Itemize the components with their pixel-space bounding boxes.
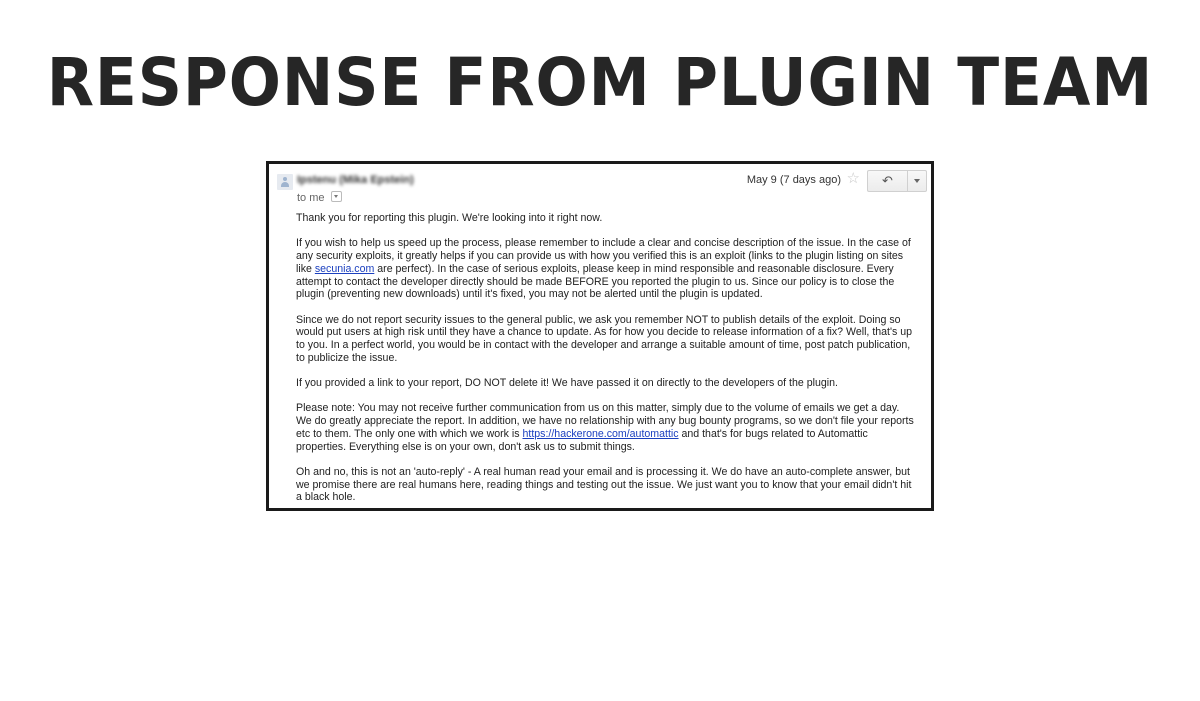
paragraph-text: Please note: You may not receive further communication from us on this matter, simply due to the volume of emails we get a day. We do greatly appreciate the report. In addition, we have no relationship with any bug bounty programs, so we don't file your reports etc to them. The only one with which we work is bbox=[296, 402, 914, 440]
sender-name[interactable]: Ipstenu (Mika Epstein) bbox=[297, 174, 414, 186]
recipient-label: to me bbox=[297, 192, 325, 204]
more-actions-button[interactable] bbox=[907, 170, 927, 192]
email-date: May 9 (7 days ago) bbox=[746, 174, 841, 186]
reply-arrow-icon: ↶ bbox=[882, 173, 893, 188]
slide-title: RESPONSE FROM PLUGIN TEAM bbox=[46, 44, 1154, 121]
reply-button-group bbox=[867, 170, 927, 192]
sender-avatar bbox=[277, 174, 293, 190]
paragraph-text: are perfect). In the case of serious exploits, please keep in mind responsible and reasonable disclosure. Every attempt to contact the developer directly should be made BEFORE you reported the plugin to us. Since our policy is to close the plugin (preventing new downloads) until it's fixed, you may not be alerted until the plugin is updated. bbox=[296, 262, 895, 301]
show-details-icon[interactable] bbox=[331, 191, 342, 202]
email-paragraph: If you provided a link to your report, DO NOT delete it! We have passed it on directly to the developers of the plugin. bbox=[296, 377, 838, 390]
paragraph-text: If you wish to help us speed up the process, please remember to include a clear and concise description of the issue. In the case of any security exploits, it greatly helps if you can provide us with how you verified this is an exploit (links to the plugin listing on sites like bbox=[296, 237, 911, 275]
paragraph-text: and that's for bugs related to Automattic properties. Everything else is on your own, don't ask us to submit things. bbox=[296, 427, 868, 453]
reply-button[interactable] bbox=[867, 170, 907, 192]
email-paragraph bbox=[296, 237, 916, 301]
email-paragraph: Since we do not report security issues to the general public, we ask you remember NOT to publish details of the exploit. Doing so would put users at high risk until they have a chance to update. As for how you decide to release information of a fix? Well, that's up to you. In a perfect world, you would be in contact with the developer and arrange a suitable amount of time, post patch publication, to publicize the issue. bbox=[296, 313, 913, 364]
email-paragraph: Thank you for reporting this plugin. We're looking into it right now. bbox=[296, 212, 603, 224]
email-header bbox=[269, 164, 931, 208]
email-body bbox=[296, 212, 916, 517]
star-icon[interactable]: ☆ bbox=[846, 170, 860, 187]
email-screenshot bbox=[266, 161, 934, 511]
secunia-link[interactable]: secunia.com bbox=[314, 262, 375, 275]
email-paragraph: Oh and no, this is not an 'auto-reply' - A real human read your email and is processing it. We do have an auto-complete answer, but we promise there are real humans here, reading things and testing out the issue. We just want you to know that your email didn't hit a black hole. bbox=[296, 465, 912, 504]
email-paragraph bbox=[296, 402, 916, 453]
recipient-line bbox=[297, 191, 342, 204]
hackerone-link[interactable]: https://hackerone.com/automattic bbox=[522, 427, 679, 440]
